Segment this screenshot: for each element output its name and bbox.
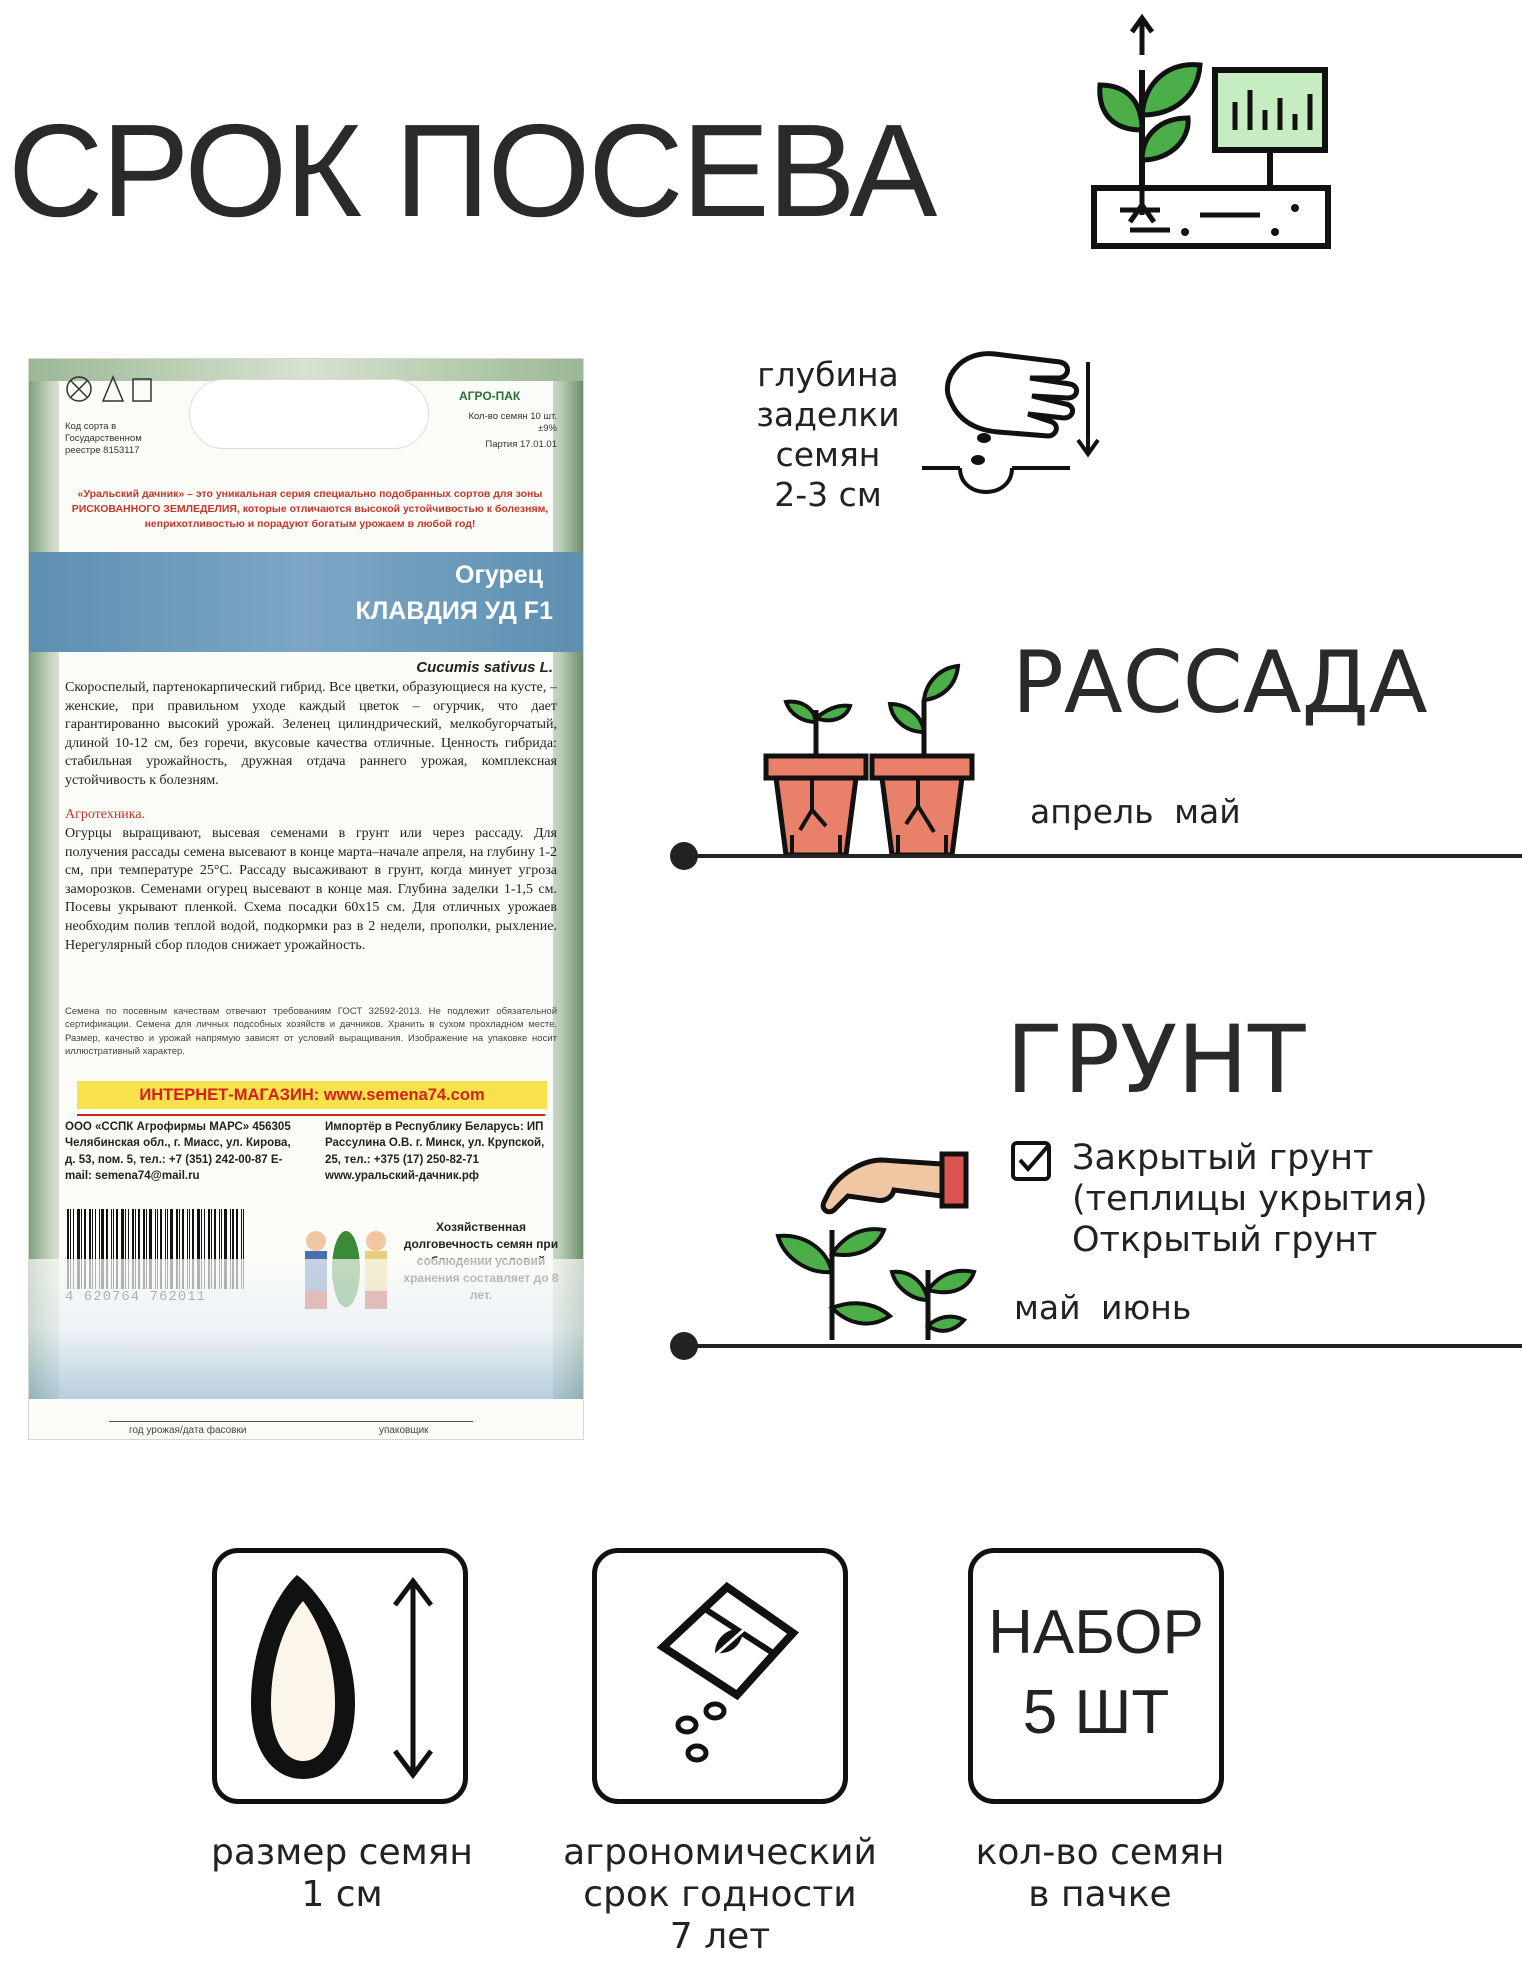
page-title: СРОК ПОСЕВА (8, 97, 936, 244)
depth-line: семян (775, 435, 881, 474)
batch-label: Партия 17.01.01 (485, 439, 557, 450)
registry-code: Код сорта в Государственном реестре 8153117 (65, 421, 142, 456)
variety-name: КЛАВДИЯ УД F1 (355, 597, 553, 625)
plant-monitor-icon (1090, 10, 1335, 250)
caption-line: в пачке (1028, 1874, 1172, 1915)
hand-planting-icon (772, 1150, 992, 1345)
seed-count-caption (920, 1832, 1280, 1916)
ground-months: май июнь (1014, 1288, 1192, 1327)
agrotech-text: Огурцы выращивают, высевая семенами в грунт или через рассаду. Для получения рассады семена высевают в конце марта–начале апреля, на глубину 1-2 см, при температуре 25°С. Рассаду высаживают в грунт, когда минует угроза заморозков. Семенами огурец высевают в конце мая. Глубина заделки 1-1,5 см. Посевы укрывают пленкой. Схема посадки 60x15 см. Для отличных урожаев необходим полив теплой водой, подкормки раз в 2 недели, прополки, рыхление. Нерегулярный сбор плодов снижает урожайность. (65, 826, 557, 953)
variety-description: Скороспелый, партенокарпический гибрид. Все цветки, образующиеся на кусте, – женские, при правильном уходе каждый цветок – огурчик, что дает гарантированно высокий урожай. Зеленец цилиндрический, мелкобугорчатый, длиной 10-12 см, без горечи, вкусовые качества отличные. Ценность гибрида: стабильная урожайность, дружная отдача раннего урожая, комплексная устойчивость к болезням. (65, 680, 557, 789)
seed-packet-icon (597, 1553, 843, 1799)
checkbox-checked-icon (1010, 1140, 1052, 1182)
caption-line: срок годности (583, 1874, 857, 1915)
ground-option-closed: Закрытый грунт (1072, 1138, 1374, 1178)
timeline-line (684, 854, 1522, 858)
storage-note: Хозяйственная долговечность семян при (403, 1220, 559, 1252)
latin-name: Cucumis sativus L. (416, 659, 553, 676)
caption-line: кол-во семян (975, 1832, 1225, 1873)
footer-rule (109, 1421, 473, 1422)
seedling-months: апрель май (1030, 792, 1241, 831)
ground-title: ГРУНТ (1006, 1006, 1306, 1115)
seedling-pots-icon (762, 660, 977, 860)
ground-option-open: Открытый грунт (1072, 1220, 1378, 1260)
depth-line: заделки (756, 395, 900, 434)
company-address: ООО «ССПК Агрофирмы МАРС» 456305 Челябинская обл., г. Миасс, ул. Кирова, д. 53, пом. 5, тел.: +7 (351) 242-00-87 E-mail: semena74@mail.ru (65, 1121, 291, 1182)
seed-count-label: Кол-во семян 10 шт. ±9% (468, 411, 557, 434)
seed-size-box (212, 1548, 468, 1804)
shelf-life-caption (512, 1832, 928, 1958)
caption-value: 7 лет (669, 1916, 771, 1957)
hang-hole (189, 379, 429, 449)
seed-size-icon (217, 1553, 463, 1799)
shop-underline (77, 1114, 545, 1116)
caption-value: 1 см (301, 1874, 383, 1915)
shop-banner: ИНТЕРНЕТ-МАГАЗИН: www.semena74.com (77, 1081, 547, 1109)
hand-sowing-icon (920, 340, 1105, 500)
gost-note: Семена по посевным качествам отвечают требованиям ГОСТ 32592-2013. Не подлежит обязательной сертификации. Семена для личных подсобных хозяйств и дачников. Хранить в сухом прохладном месте. Размер, качество и урожай напрямую зависят от условий выращивания. Изображение на упаковке носит иллюстративный характер. (65, 1006, 557, 1058)
caption-line: агрономический (563, 1832, 877, 1873)
depth-line: глубина (757, 355, 899, 394)
importer-address: Импортёр в Республику Беларусь: ИП Рассулина О.В. г. Минск, ул. Крупской, 25, тел.: +375 (17) 250-82-71 www.уральский-дачник.рф (325, 1121, 545, 1182)
brand-logo: АГРО-ПАК (459, 389, 521, 403)
footer-date-label: год урожая/дата фасовки (129, 1425, 247, 1436)
crop-name: Огурец (455, 561, 543, 589)
recycling-icon (65, 371, 165, 407)
seed-packet-image (28, 358, 584, 1440)
footer-packer-label: упаковщик (379, 1425, 429, 1436)
caption-line: размер семян (211, 1832, 473, 1873)
sowing-depth-text (738, 355, 918, 515)
agrotech-title: Агротехника. (65, 807, 146, 822)
seed-count-box (968, 1548, 1224, 1804)
seed-size-caption (152, 1832, 532, 1916)
shelf-life-box (592, 1548, 848, 1804)
ground-option-greenhouse: (теплицы укрытия) (1072, 1179, 1428, 1219)
set-label: НАБОР (988, 1598, 1204, 1667)
packet-bottom-flap (29, 1399, 583, 1439)
set-count: 5 ШТ (1022, 1678, 1170, 1747)
series-intro: «Уральский дачник» – это уникальная серия специально подобранных сортов для зоны РИСКОВАННОГО ЗЕМЛЕДЕЛИЯ, которые отличаются высокой устойчивостью к болезням, неприхотливостью и порадуют богатым урожаем в любой год! (71, 488, 549, 531)
timeline-line (684, 1344, 1522, 1348)
seedling-title: РАССАДА (1012, 633, 1428, 733)
depth-value: 2-3 см (774, 475, 882, 514)
